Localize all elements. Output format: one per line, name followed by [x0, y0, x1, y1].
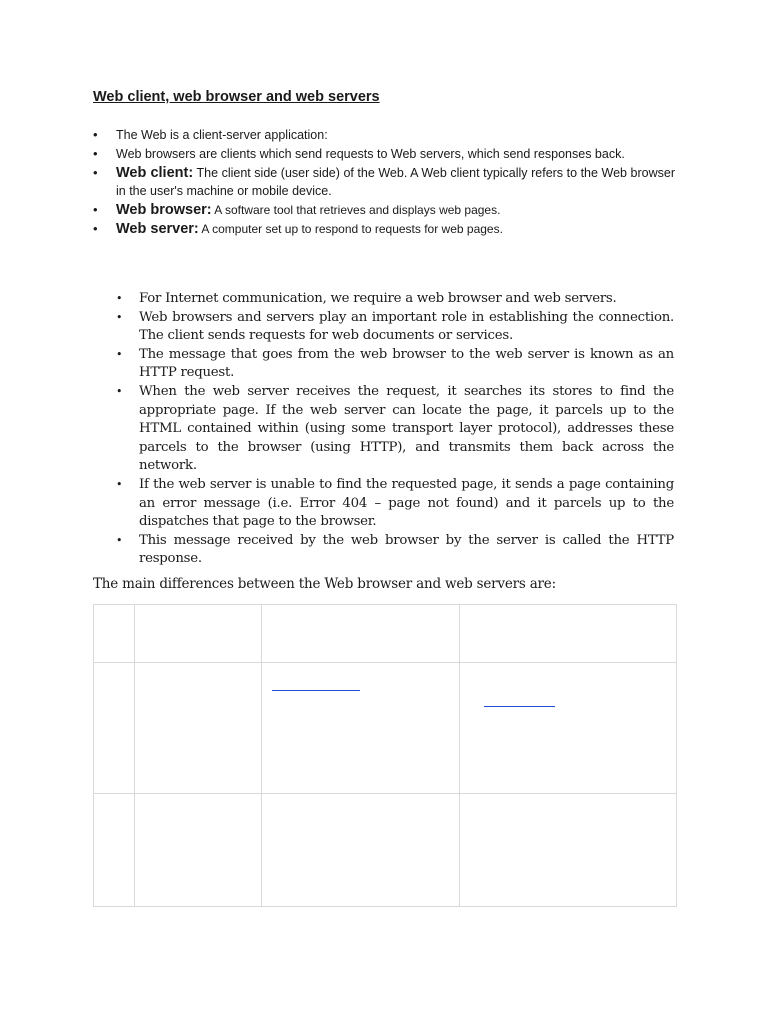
bullet-icon: •	[93, 221, 98, 236]
list-item-text: For Internet communication, we require a web browser and web servers.	[139, 291, 617, 306]
list-item-text: Web browsers and servers play an important role in establishing the connection. The client sends requests for web documents or services.	[139, 309, 674, 344]
bullet-icon: •	[116, 533, 123, 547]
list-item	[116, 383, 674, 476]
table-cell	[135, 605, 262, 663]
table-cell	[460, 663, 677, 794]
table-cell	[94, 663, 135, 794]
table-cell	[262, 605, 460, 663]
bullet-icon: •	[116, 310, 123, 324]
table-cell	[135, 794, 262, 907]
page-title: Web client, web browser and web servers	[93, 89, 380, 105]
definition-web-client: The client side (user side) of the Web. A Web client typically refers to the Web browser in the user's machine or mobile device.	[116, 166, 675, 198]
table-cell	[94, 605, 135, 663]
table-cell	[460, 605, 677, 663]
list-item	[93, 126, 675, 144]
table-cell	[262, 794, 460, 907]
hyperlink-underline[interactable]	[484, 706, 555, 707]
term-web-client: Web client:	[116, 165, 194, 181]
list-item	[116, 346, 674, 383]
table-cell	[460, 794, 677, 907]
list-item-text: Web browsers are clients which send requests to Web servers, which send responses back.	[116, 147, 625, 161]
bullet-icon: •	[116, 477, 123, 491]
bullet-icon: •	[93, 165, 98, 180]
list-item	[116, 532, 674, 569]
list-item	[116, 290, 674, 309]
bullet-icon: •	[93, 146, 98, 161]
list-item	[93, 201, 675, 219]
list-item	[93, 164, 675, 200]
definition-web-server: A computer set up to respond to requests for web pages.	[198, 222, 503, 236]
bullet-icon: •	[116, 292, 123, 305]
differences-table	[93, 604, 677, 907]
list-item	[116, 476, 674, 532]
table-cell	[94, 794, 135, 907]
list-item	[116, 309, 674, 346]
client-server-list	[93, 126, 675, 239]
table-cell	[262, 663, 460, 794]
bullet-icon: •	[116, 347, 123, 361]
table-row	[94, 663, 677, 794]
table-row	[94, 605, 677, 663]
term-web-browser: Web browser:	[116, 202, 212, 218]
list-item-text: The message that goes from the web browser to the web server is known as an HTTP request.	[139, 346, 674, 381]
list-item-text: When the web server receives the request, it searches its stores to find the appropriate page. If the web server can locate the page, it parcels up to the HTML contained within (using some transport layer protocol), addresses these parcels to the browser (using HTTP), and transmits them back across the network.	[139, 383, 674, 474]
list-item	[93, 145, 675, 163]
term-web-server: Web server:	[116, 221, 199, 237]
list-item-text: This message received by the web browser by the server is called the HTTP response.	[139, 532, 674, 567]
bullet-icon: •	[116, 384, 123, 398]
list-item-text: The Web is a client-server application:	[116, 128, 328, 142]
table-cell	[135, 663, 262, 794]
hyperlink-underline[interactable]	[272, 690, 360, 691]
bullet-icon: •	[93, 202, 98, 217]
list-item-text: If the web server is unable to find the requested page, it sends a page containing an error message (i.e. Error 404 – page not found) and it parcels up to the dispatches that page to the browser.	[139, 476, 674, 530]
definition-web-browser: A software tool that retrieves and displays web pages.	[211, 203, 501, 217]
differences-intro: The main differences between the Web browser and web servers are:	[93, 576, 556, 592]
list-item	[93, 220, 675, 238]
communication-list	[116, 290, 674, 569]
bullet-icon: •	[93, 127, 98, 142]
table-row	[94, 794, 677, 907]
